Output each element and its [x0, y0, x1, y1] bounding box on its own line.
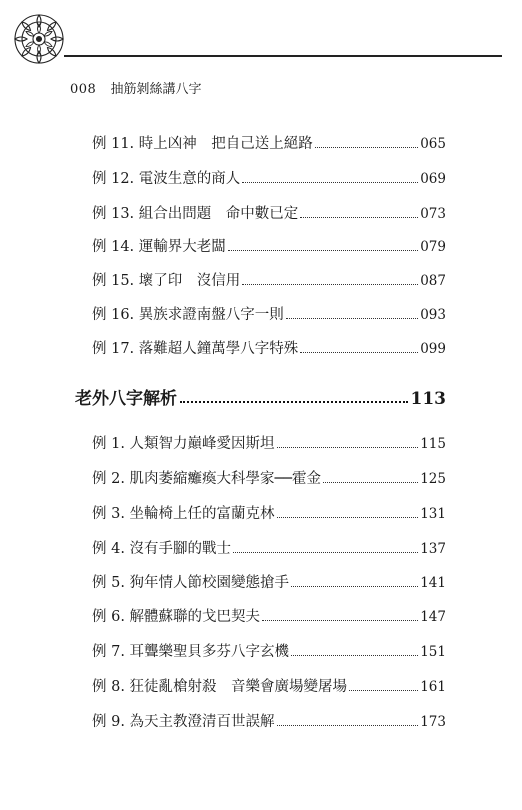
toc-entry-title: 例 9. 為天主教澄清百世誤解 [92, 714, 275, 730]
toc-entry-title: 例 8. 狂徒亂槍射殺 音樂會廣場變屠場 [92, 679, 348, 695]
toc-entry[interactable] [92, 537, 446, 557]
toc-entry-title: 例 1. 人類智力巔峰愛因斯坦 [92, 436, 275, 452]
toc-entry-title: 例 17. 落難超人鐘萬學八字特殊 [92, 341, 299, 357]
toc-entry-title: 例 6. 解體蘇聯的戈巴契夫 [92, 609, 261, 625]
toc-entry-page: 115 [420, 436, 446, 452]
toc-entry-title: 例 2. 肌肉萎縮癱瘓大科學家──霍金 [92, 471, 322, 487]
toc-entry-title: 例 11. 時上凶神 把自己送上絕路 [92, 136, 313, 152]
toc-entry[interactable] [92, 502, 446, 522]
toc-entry-page: 125 [420, 471, 446, 487]
dot-leader [277, 724, 419, 726]
toc-entry-page: 141 [420, 575, 446, 591]
toc-entry[interactable] [92, 571, 446, 591]
toc-entry[interactable] [92, 303, 446, 323]
section-title: 老外八字解析 [75, 389, 177, 409]
toc-entry[interactable] [92, 337, 446, 357]
toc-entry-title: 例 15. 壞了印 沒信用 [92, 273, 241, 289]
toc-entry[interactable] [92, 605, 446, 625]
toc-entry[interactable] [92, 269, 446, 289]
toc-section-heading[interactable] [75, 384, 446, 408]
dot-leader [277, 446, 419, 448]
toc-entry-page: 137 [420, 541, 446, 557]
dot-leader [242, 283, 418, 285]
toc-entry-title: 例 5. 狗年情人節校園變態搶手 [92, 575, 290, 591]
toc-entry[interactable] [92, 235, 446, 255]
toc-entry-title: 例 3. 坐輪椅上任的富蘭克林 [92, 506, 275, 522]
toc-entry[interactable] [92, 167, 446, 187]
dot-leader [242, 181, 418, 183]
dot-leader [233, 551, 418, 553]
toc-entry-page: 173 [420, 714, 446, 730]
dot-leader [228, 249, 418, 251]
dot-leader [286, 317, 418, 319]
toc-entry-page: 099 [420, 341, 446, 357]
toc-entry-page: 161 [420, 679, 446, 695]
toc-entry-title: 例 12. 電波生意的商人 [92, 171, 241, 187]
book-title: 抽筋剝絲講八字 [110, 82, 202, 97]
toc-entry-page: 087 [420, 273, 446, 289]
toc-entry-page: 093 [420, 307, 446, 323]
toc-entry-page: 131 [420, 506, 446, 522]
section-page: 113 [410, 389, 446, 409]
dot-leader [291, 585, 418, 587]
toc-entry-page: 069 [420, 171, 446, 187]
dot-leader [262, 619, 418, 621]
dot-leader [349, 689, 418, 691]
toc-entry-title: 例 14. 運輸界大老闆 [92, 239, 226, 255]
toc-entry-page: 073 [420, 206, 446, 222]
toc-entry[interactable] [92, 675, 446, 695]
dot-leader [180, 400, 408, 403]
dot-leader [277, 516, 419, 518]
toc-entry-title: 例 16. 異族求證南盤八字一則 [92, 307, 284, 323]
toc-entry-page: 065 [420, 136, 446, 152]
toc-entry[interactable] [92, 467, 446, 487]
page-number: 008 [70, 82, 97, 97]
toc-entry[interactable] [92, 432, 446, 452]
lotus-emblem-icon [12, 12, 66, 66]
toc-entry-title: 例 7. 耳聾樂聖貝多芬八字玄機 [92, 644, 290, 660]
toc-entry-title: 例 13. 組合出問題 命中數已定 [92, 206, 299, 222]
toc-entry[interactable] [92, 640, 446, 660]
dot-leader [300, 351, 418, 353]
dot-leader [323, 481, 418, 483]
toc-entry-page: 079 [420, 239, 446, 255]
header-rule [64, 55, 502, 57]
toc-entry-title: 例 4. 沒有手腳的戰士 [92, 541, 232, 557]
toc-entry[interactable] [92, 202, 446, 222]
dot-leader [291, 654, 418, 656]
toc-entry-page: 151 [420, 644, 446, 660]
running-header [70, 78, 201, 97]
dot-leader [315, 146, 418, 148]
toc-entry-page: 147 [420, 609, 446, 625]
toc-entry[interactable] [92, 132, 446, 152]
dot-leader [300, 216, 418, 218]
toc-entry[interactable] [92, 710, 446, 730]
